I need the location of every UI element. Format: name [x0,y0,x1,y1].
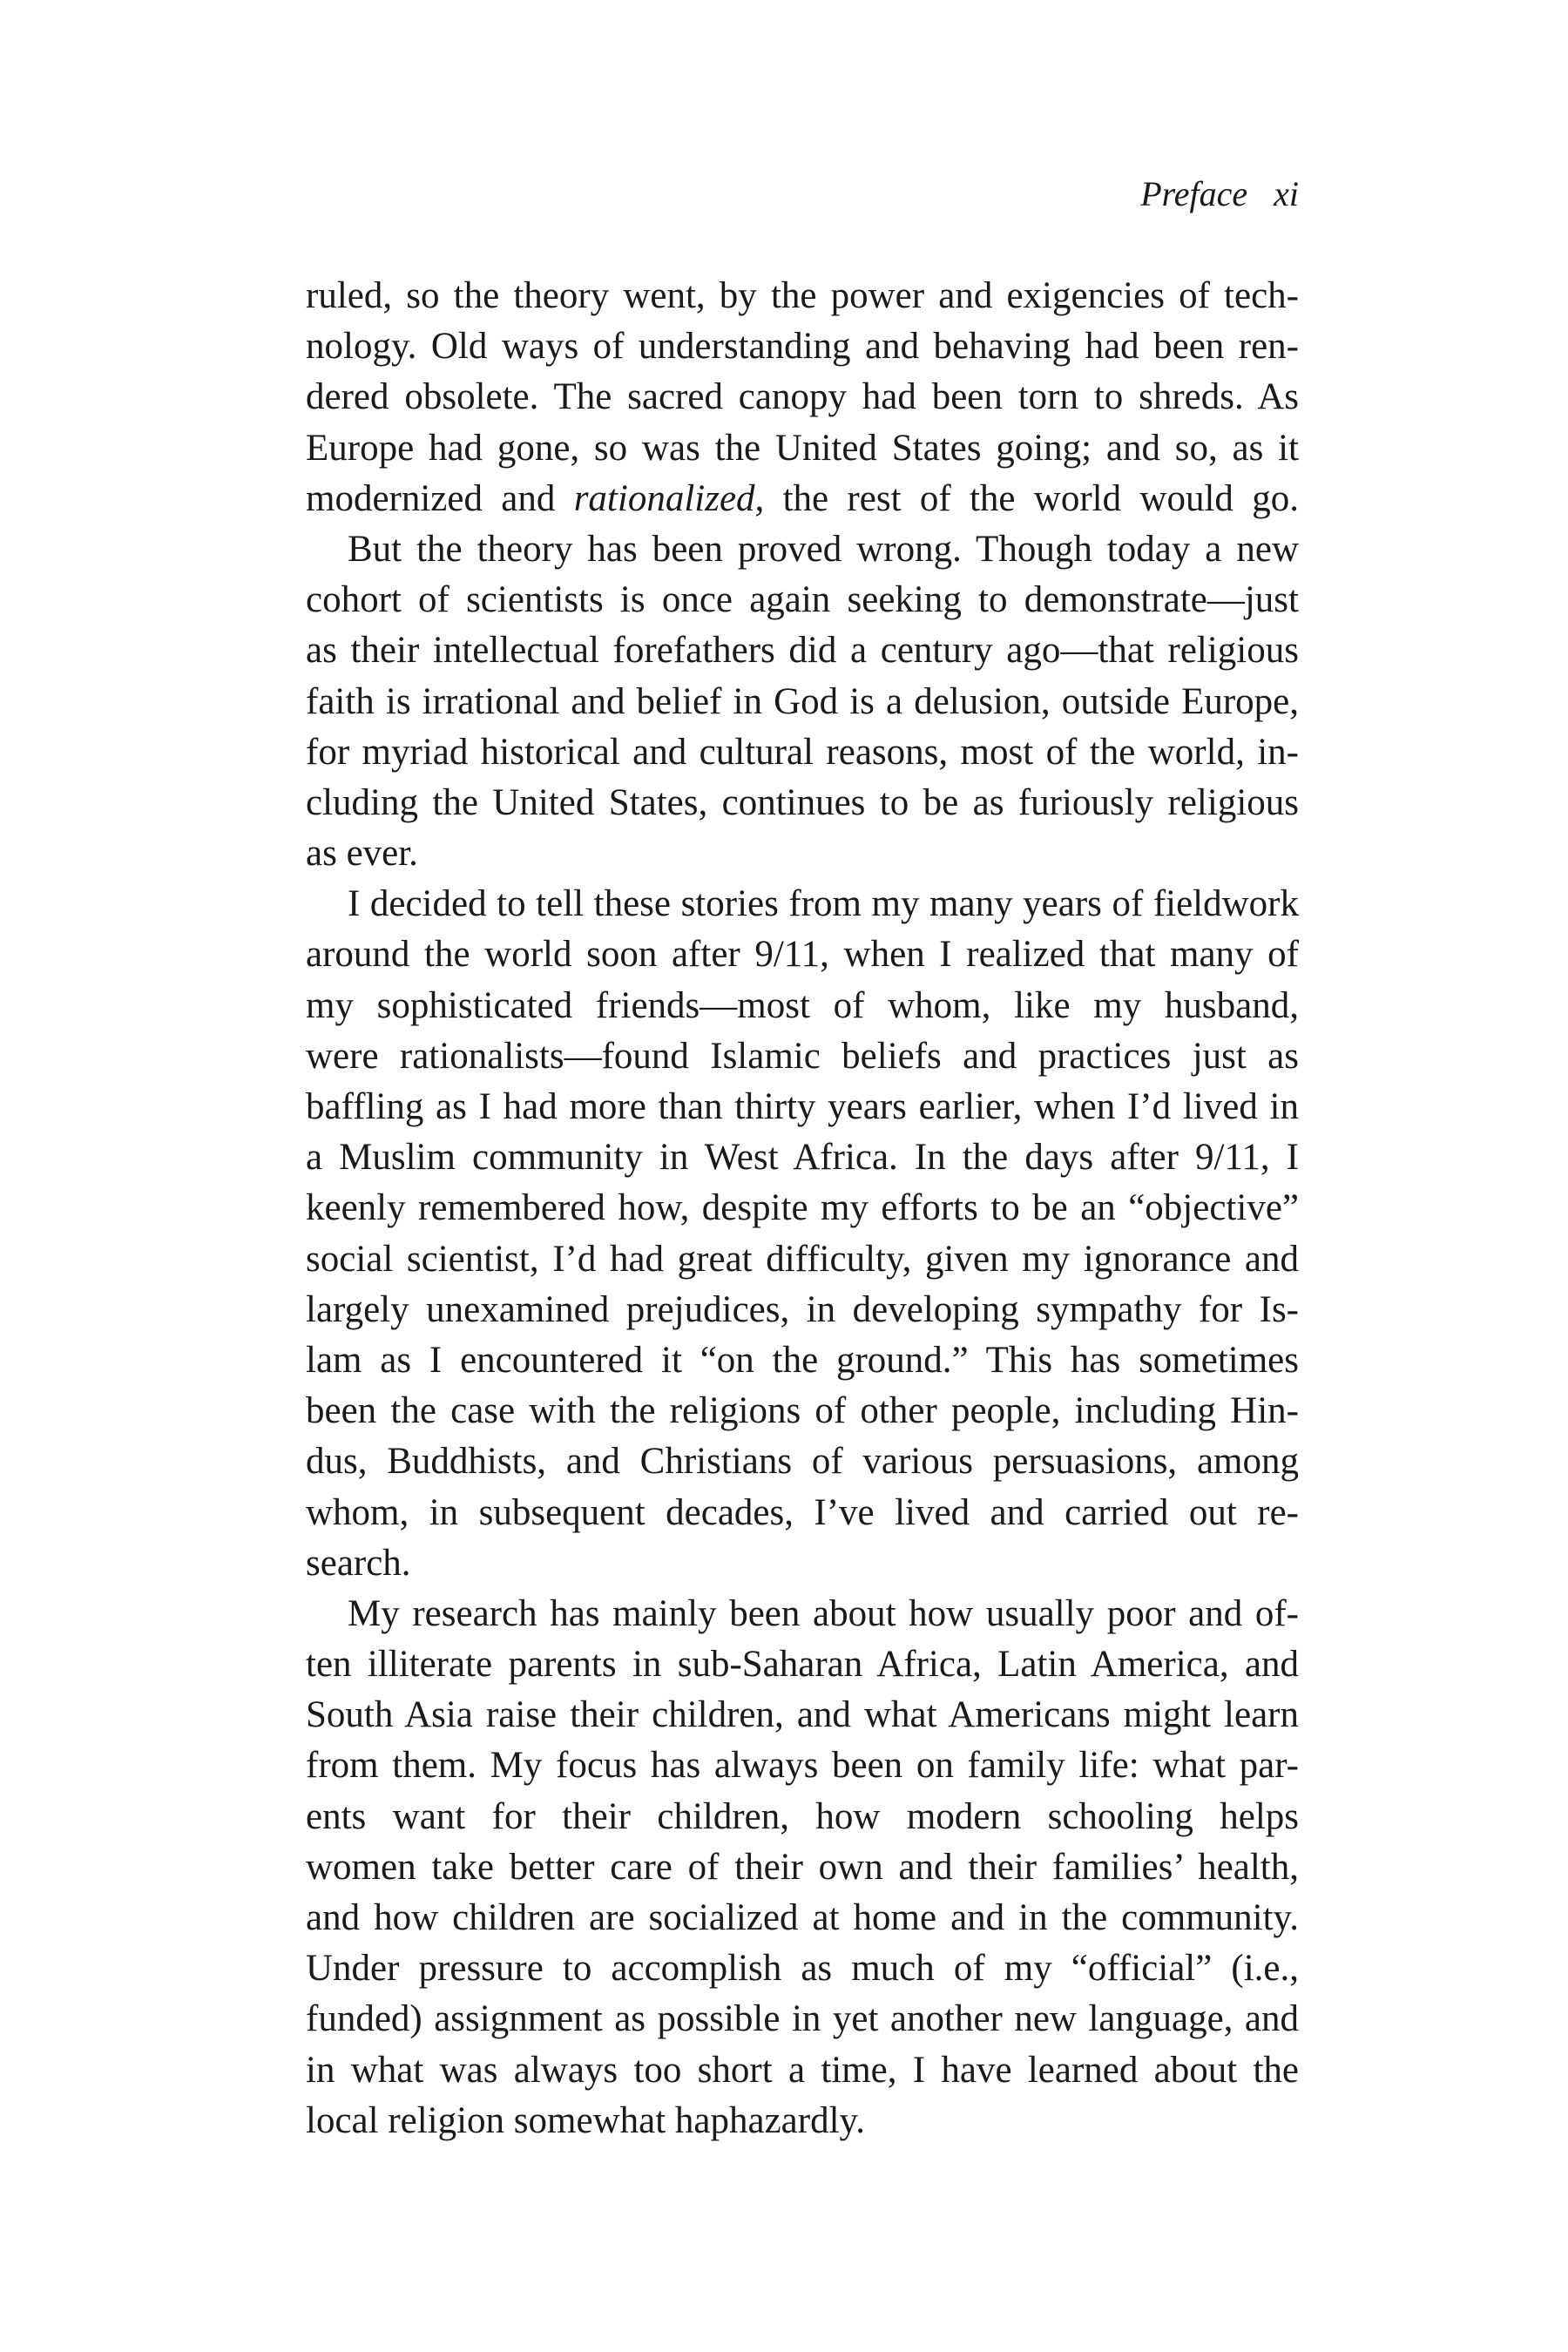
text-segment: the rest of the world would go. [764,477,1299,519]
text-line: ruled, so the theory went, by the power and exigencies of tech- [306,275,1299,316]
page-number: xi [1274,174,1299,213]
text-line: as ever. [306,833,418,875]
paragraph [306,271,1299,524]
text-line: local religion somewhat haphazardly. [306,2099,865,2141]
text-line: were rationalists—found Islamic beliefs and practices just as [306,1035,1299,1077]
text-line: cohort of scientists is once again seeking to demonstrate—just [306,579,1299,621]
text-line: from them. My focus has always been on family life: what par- [306,1745,1299,1787]
italic-text: rationalized, [573,477,765,519]
text-line: But the theory has been proved wrong. Though today a new [348,528,1299,570]
text-line: Europe had gone, so was the United States going; and so, as it [306,427,1299,469]
running-head-section: Preface [1140,174,1248,213]
text-line: Under pressure to accomplish as much of my “official” (i.e., [306,1948,1299,1990]
paragraph [306,879,1299,1589]
text-line: dus, Buddhists, and Christians of various persuasions, among [306,1441,1299,1483]
text-line: social scientist, I’d had great difficulty, given my ignorance and [306,1238,1299,1280]
text-line: my sophisticated friends—most of whom, like my husband, [306,984,1299,1026]
text-line: as their intellectual forefathers did a century ago—that religious [306,630,1299,672]
running-head [1140,171,1299,218]
text-line: baffling as I had more than thirty years earlier, when I’d lived in [306,1086,1299,1127]
text-line: and how children are socialized at home and in the community. [306,1897,1299,1938]
text-line: funded) assignment as possible in yet another new language, and [306,1998,1299,2040]
text-segment: modernized and [306,477,574,519]
text-line: My research has mainly been about how usually poor and of- [348,1592,1299,1634]
text-line: ents want for their children, how modern schooling helps [306,1795,1299,1837]
text-line: been the case with the religions of other people, including Hin- [306,1390,1299,1432]
text-line: dered obsolete. The sacred canopy had been torn to shreds. As [306,376,1299,418]
text-line: largely unexamined prejudices, in developing sympathy for Is- [306,1288,1299,1330]
text-line: a Muslim community in West Africa. In the days after 9/11, I [306,1137,1299,1179]
text-line: for myriad historical and cultural reasons, most of the world, in- [306,731,1299,773]
text-line: ten illiterate parents in sub-Saharan Africa, Latin America, and [306,1644,1299,1686]
text-line: nology. Old ways of understanding and behaving had been ren- [306,326,1299,368]
text-line: lam as I encountered it “on the ground.” This has sometimes [306,1339,1299,1381]
text-line: I decided to tell these stories from my many years of fieldwork [348,883,1299,925]
text-line: search. [306,1542,411,1584]
body-text [306,271,1299,2146]
text-line: around the world soon after 9/11, when I realized that many of [306,934,1299,976]
text-line [306,474,1299,524]
paragraph [306,1589,1299,2146]
text-line: faith is irrational and belief in God is a delusion, outside Europe, [306,680,1299,722]
text-line: in what was always too short a time, I have learned about the [306,2049,1299,2091]
text-line: cluding the United States, continues to be as furiously religious [306,781,1299,823]
text-line: women take better care of their own and their families’ health, [306,1846,1299,1888]
text-line: keenly remembered how, despite my efforts to be an “objective” [306,1187,1299,1229]
text-line: South Asia raise their children, and what Americans might learn [306,1694,1299,1736]
text-line: whom, in subsequent decades, I’ve lived and carried out re- [306,1491,1299,1533]
paragraph [306,524,1299,879]
